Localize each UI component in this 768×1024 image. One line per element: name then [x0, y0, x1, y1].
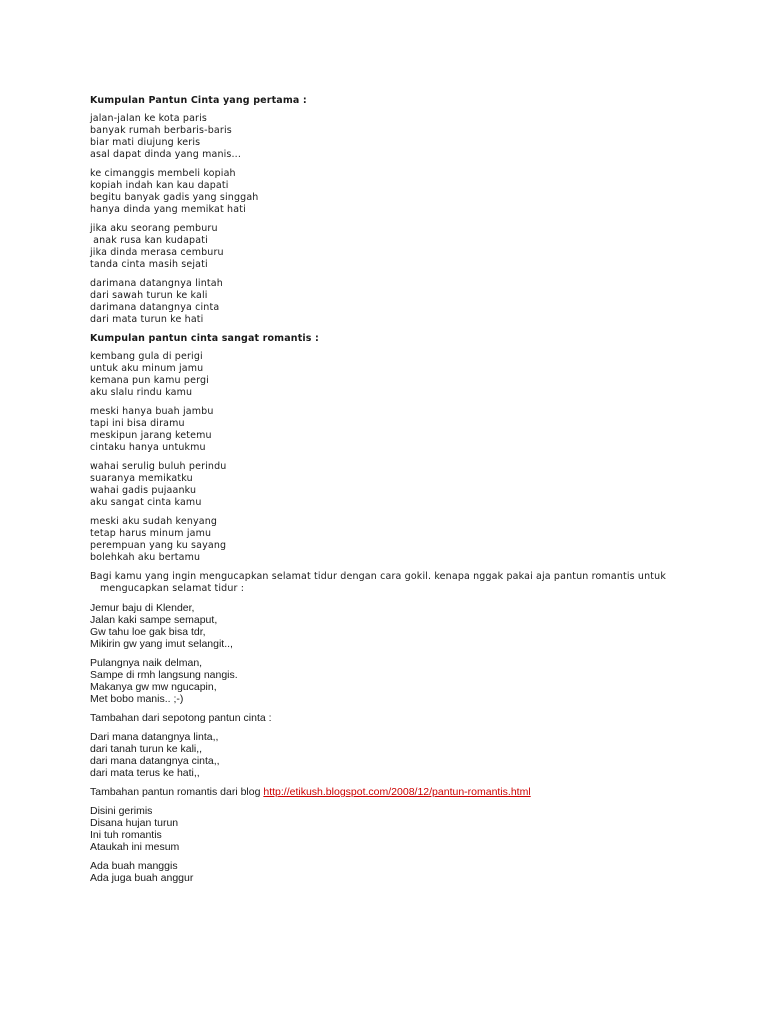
- stanza-line: meskipun jarang ketemu: [90, 430, 212, 441]
- stanza-line: Sampe di rmh langsung nangis.: [90, 669, 238, 681]
- stanza-line: Dari mana datangnya linta,,: [90, 731, 219, 743]
- stanza-line: Disana hujan turun: [90, 817, 179, 829]
- stanza-line: kopiah indah kan kau dapati: [90, 180, 229, 191]
- stanza-line: jika aku seorang pemburu: [90, 223, 218, 234]
- stanza-line: dari mana datangnya cinta,,: [90, 755, 220, 767]
- stanza-line: jika dinda merasa cemburu: [90, 247, 224, 258]
- stanza-line: dari mata turun ke hati: [90, 314, 204, 325]
- stanza-line: darimana datangnya cinta: [90, 302, 220, 313]
- section2-stanzas: [90, 351, 678, 564]
- stanza-line: Mikirin gw yang imut selangit..,: [90, 638, 233, 650]
- stanza: [90, 406, 678, 454]
- stanza-line: aku sangat cinta kamu: [90, 497, 202, 508]
- stanza-line: biar mati diujung keris: [90, 137, 201, 148]
- stanza-line: dari sawah turun ke kali: [90, 290, 208, 301]
- section1-stanzas: [90, 113, 678, 326]
- stanza-line: aku slalu rindu kamu: [90, 387, 193, 398]
- stanza-line: kembang gula di perigi: [90, 351, 203, 362]
- stanza-line: ke cimanggis membeli kopiah: [90, 168, 236, 179]
- intro-line-continued: mengucapkan selamat tidur :: [100, 583, 245, 594]
- stanza-line: wahai serulig buluh perindu: [90, 461, 227, 472]
- stanza-line: hanya dinda yang memikat hati: [90, 204, 246, 215]
- stanza: [90, 805, 678, 853]
- stanza-line: Ada buah manggis: [90, 860, 178, 872]
- stanza: [90, 731, 678, 779]
- stanza-line: perempuan yang ku sayang: [90, 540, 227, 551]
- stanza: [90, 278, 678, 326]
- stanza-line: banyak rumah berbaris-baris: [90, 125, 232, 136]
- document-body: [90, 95, 678, 891]
- intro-line: Bagi kamu yang ingin mengucapkan selamat tidur dengan cara gokil. kenapa nggak pakai aja pantun romantis untuk: [90, 571, 666, 582]
- stanza-line: dari mata terus ke hati,,: [90, 767, 200, 779]
- stanza: [90, 223, 678, 271]
- stanza-line: Disini gerimis: [90, 805, 153, 817]
- blog-source-prefix: Tambahan pantun romantis dari blog: [90, 786, 264, 798]
- stanza-line: Jemur baju di Klender,: [90, 602, 195, 614]
- stanza: [90, 602, 678, 650]
- stanza-line: tanda cinta masih sejati: [90, 259, 208, 270]
- stanza-line: meski aku sudah kenyang: [90, 516, 218, 527]
- tambahan-intro: Tambahan dari sepotong pantun cinta :: [90, 712, 272, 724]
- stanza-line: Ini tuh romantis: [90, 829, 162, 841]
- stanza-line: asal dapat dinda yang manis...: [90, 149, 242, 160]
- stanza: [90, 657, 678, 705]
- stanza-line: wahai gadis pujaanku: [90, 485, 197, 496]
- stanza: [90, 113, 678, 161]
- blog-link[interactable]: http://etikush.blogspot.com/2008/12/pantun-romantis.html: [263, 786, 531, 798]
- stanza: [90, 168, 678, 216]
- section-heading-pantun-cinta-pertama: Kumpulan Pantun Cinta yang pertama :: [90, 95, 307, 106]
- stanza-line: darimana datangnya lintah: [90, 278, 223, 289]
- stanza-line: anak rusa kan kudapati: [90, 235, 208, 246]
- stanza-line: Gw tahu loe gak bisa tdr,: [90, 626, 206, 638]
- stanza: [90, 461, 678, 509]
- stanza-line: Ada juga buah anggur: [90, 872, 194, 884]
- blog-source-line: [90, 786, 678, 798]
- stanza-line: tetap harus minum jamu: [90, 528, 212, 539]
- selamat-tidur-intro: [90, 571, 678, 595]
- stanza: [90, 351, 678, 399]
- stanza-line: Pulangnya naik delman,: [90, 657, 203, 669]
- stanza-line: cintaku hanya untukmu: [90, 442, 206, 453]
- stanza-line: Jalan kaki sampe semaput,: [90, 614, 218, 626]
- stanza-line: tapi ini bisa diramu: [90, 418, 185, 429]
- stanza: [90, 516, 678, 564]
- stanza-line: suaranya memikatku: [90, 473, 193, 484]
- stanza-line: meski hanya buah jambu: [90, 406, 214, 417]
- stanza-line: Makanya gw mw ngucapin,: [90, 681, 217, 693]
- stanza-line: kemana pun kamu pergi: [90, 375, 209, 386]
- stanza-line: Met bobo manis.. ;-): [90, 693, 184, 705]
- stanza-line: jalan-jalan ke kota paris: [90, 113, 207, 124]
- stanza-line: Ataukah ini mesum: [90, 841, 180, 853]
- stanza-line: begitu banyak gadis yang singgah: [90, 192, 259, 203]
- stanza-line: bolehkah aku bertamu: [90, 552, 201, 563]
- stanza: [90, 860, 678, 884]
- stanza-line: dari tanah turun ke kali,,: [90, 743, 203, 755]
- section-heading-pantun-cinta-romantis: Kumpulan pantun cinta sangat romantis :: [90, 333, 319, 344]
- stanza-line: untuk aku minum jamu: [90, 363, 204, 374]
